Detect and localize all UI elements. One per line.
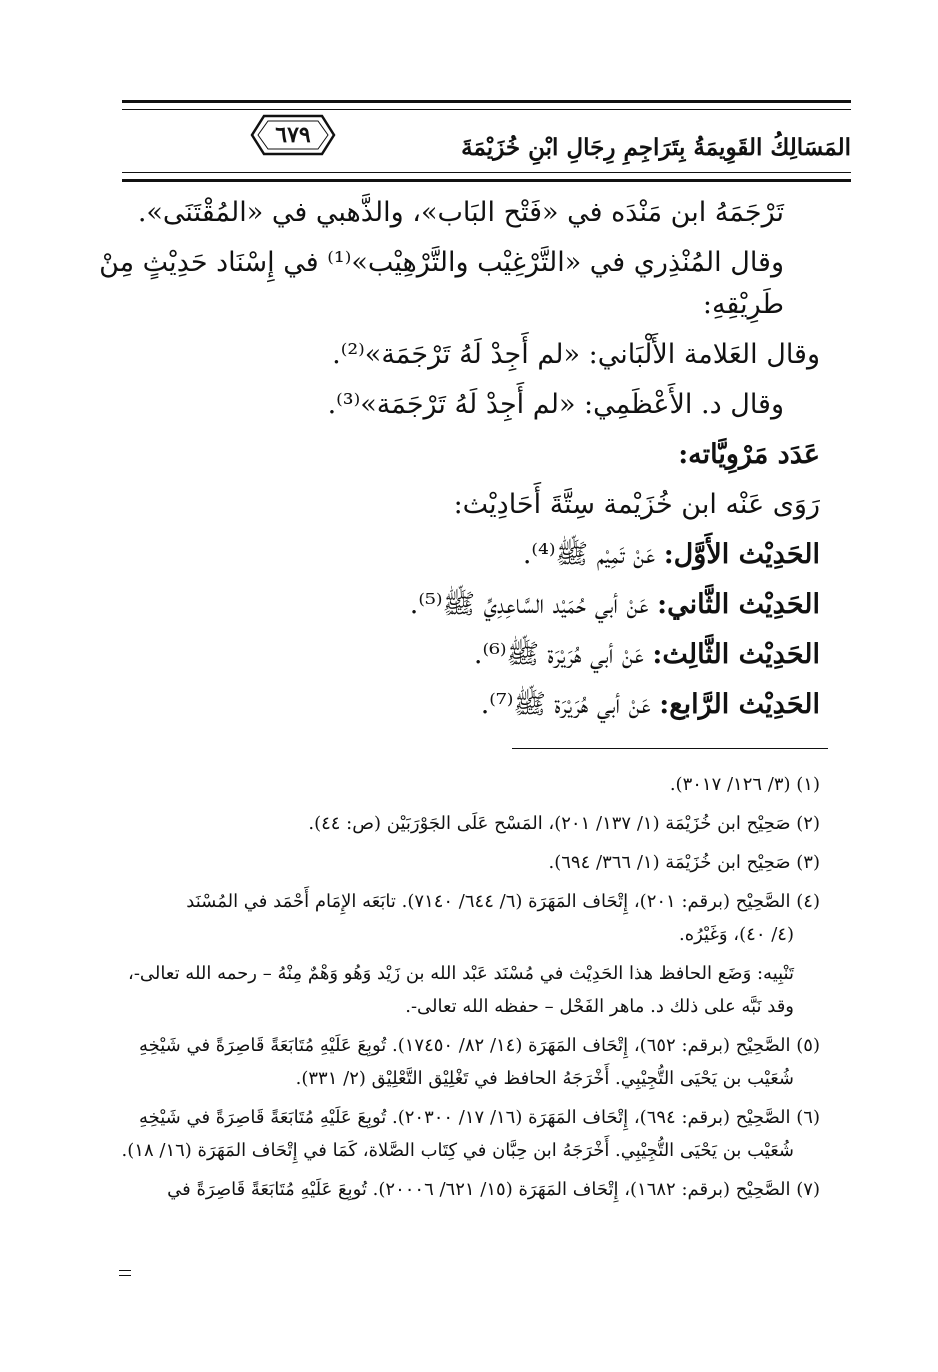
body-line: وقال المُنْذِري في «التَّرْغِيْب والتَّرْهِيْب»⁽¹⁾ في إِسْنَاد حَدِيْثٍ مِنْ طَرِيْقِهِ: — [99, 247, 784, 320]
hadith-line — [96, 634, 820, 676]
footnote-note: تَنْبِيه: وَضَع الحافظ هذا الحَدِيْث في مُسْنَد عَبْد الله بن زَيْد وَهُو وَهْمٌ مِنْهُ – رحمه الله تعالى-، وقد نَبَّه على ذلك د. ماهر الفَحْل – حفظه الله تعالى-. — [128, 963, 794, 1017]
footnote — [104, 1101, 820, 1167]
intro-line: رَوَى عَنْه ابن خُزَيْمة سِتَّةَ أَحَادِيْث: — [453, 489, 820, 520]
footnote-continuation: شُعَيْب بن يَحْيَى التُّجِيْبِي. أَخْرَجَهُ ابن حِبَّان في كِتَاب الصَّلاة، كَمَا في إِتْحَاف المَهَرَة (١٦/ ١٨). — [121, 1140, 794, 1161]
hadith-line — [96, 584, 820, 626]
body-line: تَرْجَمَهُ ابن مَنْدَه في «فَتْح البَاب»، والذَّهبي في «المُقْتَنَى». — [137, 197, 784, 228]
footnote-separator — [512, 748, 828, 749]
page-number-badge — [248, 112, 338, 158]
footnote-text: (٤) الصَّحِيْح (برقم: ٢٠١)، إِتْحَاف المَهَرَة (٦/ ٦٤٤/ ٧١٤٠). تابَعَه الإِمَام أَحْمَد في المُسْنَد — [186, 891, 820, 912]
hadith-text: عَنْ أبي هُرَيْرَة ﷺ⁽⁷⁾. — [480, 689, 660, 720]
footnote-text: (٥) الصَّحِيْح (برقم: ٦٥٢)، إِتْحَاف المَهَرَة (١٤/ ٨٢/ ١٧٤٥٠). تُوبِعَ عَلَيْهِ مُتَابَعَةً قَاصِرَةً في شَيْخِهِ — [138, 1035, 820, 1056]
hadith-line — [96, 684, 820, 726]
footnote-continuation: شُعَيْب بن يَحْيَى التُّجِيْبِي. أَخْرَجَهُ الحافظ في تَغْلِيْق التَّعْلِيْق (٢/ ٣٣١). — [295, 1068, 794, 1089]
body-line: وقال العَلامة الأَلْبَاني: «لم أَجِدْ لَهُ تَرْجَمَة»⁽²⁾. — [332, 339, 820, 370]
running-title: المَسَالِكُ القَوِيمَةُ بِتَرَاجِمِ رِجَالِ ابْنِ خُزَيْمَةَ — [461, 134, 851, 161]
hadith-label: الحَدِيْث الثَّالِث: — [652, 639, 820, 670]
hadith-label: الحَدِيْث الأَوَّل: — [663, 539, 820, 570]
footnote: (٧) الصَّحِيْح (برقم: ١٦٨٢)، إِتْحَاف المَهَرَة (١٥/ ٦٢١/ ٢٠٠٠٦). تُوبِعَ عَلَيْهِ مُتَابَعَةً قَاصِرَةً في — [167, 1179, 820, 1200]
body-line: وقال د. الأَعْظَمِي: «لم أَجِدْ لَهُ تَرْجَمَة»⁽³⁾. — [327, 389, 784, 420]
footnotes — [104, 768, 820, 1212]
top-double-rule — [122, 100, 851, 110]
footnote-continuation: (٤/ ٤٠)، وَغَيْرُه. — [678, 924, 794, 945]
hadith-label: الحَدِيْث الرَّابع: — [659, 689, 820, 720]
hadith-text: عَنْ أبي هُرَيْرَة ﷺ⁽⁶⁾. — [473, 639, 653, 670]
page-header — [122, 112, 851, 174]
hadith-line — [96, 534, 820, 576]
page-number: ٦٧٩ — [275, 122, 311, 148]
footnote-text: (٦) الصَّحِيْح (برقم: ٦٩٤)، إِتْحَاف المَهَرَة (١٦/ ١٧/ ٢٠٣٠٠). تُوبِعَ عَلَيْهِ مُتَابَعَةً قَاصِرَةً في شَيْخِهِ — [138, 1107, 820, 1128]
continuation-mark — [119, 1270, 131, 1276]
main-text — [96, 192, 820, 734]
hadith-text: عَنْ تَمِيْم ﷺ⁽⁴⁾. — [522, 539, 664, 570]
hadith-text: عَنْ أبي حُمَيْد السَّاعِدِيِّ ﷺ⁽⁵⁾. — [409, 589, 658, 620]
footnote — [104, 885, 820, 951]
footnote: (٢) صَحِيْح ابن خُزَيْمَة (١/ ١٣٧/ ٢٠١)، المَسْح عَلَى الجَوْرَبَيْن (ص: ٤٤). — [308, 813, 820, 834]
header-underline — [122, 172, 851, 182]
footnote: (٣) صَحِيْح ابن خُزَيْمَة (١/ ٣٦٦/ ٦٩٤). — [548, 852, 820, 873]
footnote — [104, 1029, 820, 1095]
footnote: (١) (٣/ ١٢٦/ ٣٠١٧). — [669, 774, 820, 795]
hadith-label: الحَدِيْث الثَّاني: — [657, 589, 820, 620]
section-heading: عَدَد مَرْوِيَّاته: — [678, 439, 820, 470]
